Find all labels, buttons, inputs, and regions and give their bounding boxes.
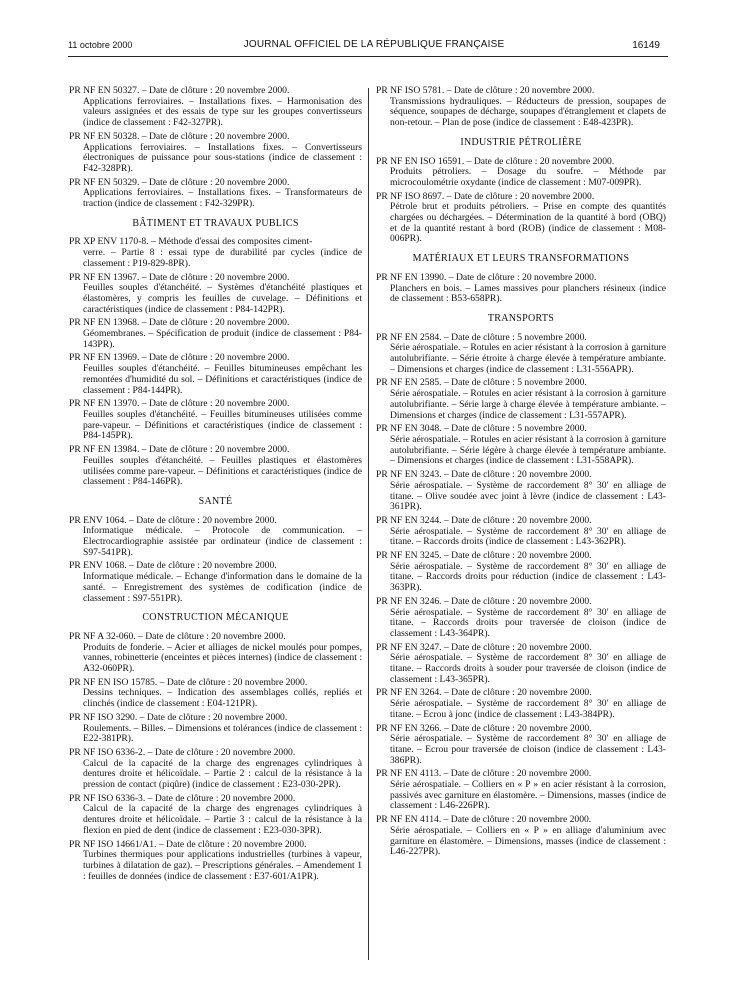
standard-entry bbox=[376, 157, 666, 189]
standard-entry bbox=[376, 551, 666, 594]
section-heading: TRANSPORTS bbox=[487, 312, 555, 324]
standard-entry bbox=[376, 688, 666, 720]
standard-entry bbox=[376, 273, 666, 305]
entry-description: Produits pétroliers. – Dosage du soufre. – Méthode par microcoulométrie oxydante (indice de classement : M07-009PR). bbox=[390, 166, 666, 188]
entry-description: Feuilles souples d'étanchéité. – Feuilles bitumineuses empêchant les remontées d'humidité du sol. – Définitions et caractéristiques (indice de classement : P84-144PR). bbox=[83, 363, 362, 396]
entry-reference: PR NF ISO 14661/A1. – Date de clôture : 20 novembre 2000. bbox=[69, 838, 307, 850]
entry-reference: PR NF EN 13990. – Date de clôture : 20 novembre 2000. bbox=[376, 271, 597, 283]
entry-reference: PR NF EN 50328. – Date de clôture : 20 novembre 2000. bbox=[69, 130, 290, 142]
entry-description: Turbines thermiques pour applications industrielles (turbines à vapeur, turbines à dilatation de gaz). – Prescriptions générales. – Amendement 1 : feuilles de données (indice de classement : E37-601/A1PR). bbox=[83, 849, 362, 882]
standard-entry bbox=[69, 132, 362, 175]
entry-reference: PR NF ISO 8697. – Date de clôture : 20 novembre 2000. bbox=[376, 190, 595, 202]
standard-entry bbox=[69, 713, 362, 745]
standard-entry bbox=[376, 724, 666, 767]
entry-reference: PR NF A 32-060. – Date de clôture : 20 novembre 2000. bbox=[69, 630, 286, 642]
entry-description: Calcul de la capacité de la charge des engrenages cylindriques à dentures droite et hélicoïdale. – Partie 2 : calcul de la résistance à la pression de contact (piqûre) (indice de classement : E23-030-2PR). bbox=[83, 757, 362, 791]
standard-entry bbox=[376, 424, 666, 467]
standard-entry bbox=[376, 86, 666, 129]
entry-description: Roulements. – Billes. – Dimensions et tolérances (indice de classement : E22-381PR). bbox=[83, 722, 362, 745]
page-number: 16149 bbox=[632, 40, 660, 51]
standard-entry bbox=[69, 748, 362, 791]
entry-reference: PR NF EN 3246. – Date de clôture : 20 novembre 2000. bbox=[376, 595, 592, 607]
entry-reference: PR NF EN 13984. – Date de clôture : 20 novembre 2000. bbox=[69, 444, 290, 456]
entry-reference: PR NF EN ISO 15785. – Date de clôture : 20 novembre 2000. bbox=[69, 676, 308, 688]
standard-entry bbox=[376, 597, 666, 640]
entry-description: Dessins techniques. – Indication des assemblages collés, repliés et clinchés (indice de classement : E04-121PR). bbox=[83, 687, 362, 710]
entry-reference: PR NF EN 2584. – Date de clôture : 5 novembre 2000. bbox=[376, 331, 587, 343]
entry-description: Série aérospatiale. – Système de raccordement 8° 30′ en alliage de titane. – Olive soudée avec joint à lèvre (indice de classement : L43-361PR). bbox=[390, 479, 666, 513]
entry-reference: PR NF EN 3245. – Date de clôture : 20 novembre 2000. bbox=[376, 550, 592, 562]
entry-reference: PR NF EN 13968. – Date de clôture : 20 novembre 2000. bbox=[69, 317, 290, 329]
right-column bbox=[376, 86, 666, 861]
entry-description: Feuilles souples d'étanchéité. – Systèmes d'étanchéité plastiques et élastomères, y compris les feuilles de cuvelage. – Définitions et caractéristiques (indice de classement : P84-142PR). bbox=[83, 282, 362, 315]
entry-reference: PR NF EN 2585. – Date de clôture : 5 novembre 2000. bbox=[376, 377, 587, 389]
entry-reference: PR NF EN 3048. – Date de clôture : 5 novembre 2000. bbox=[376, 423, 587, 435]
standard-entry bbox=[69, 445, 362, 488]
entry-reference: PR NF EN 3244. – Date de clôture : 20 novembre 2000. bbox=[376, 514, 592, 526]
section-heading: SANTÉ bbox=[198, 495, 233, 507]
standard-entry bbox=[376, 815, 666, 858]
entry-description: Géomembranes. – Spécification de produit (indice de classement : P84-143PR). bbox=[83, 328, 362, 350]
entry-description: Série aérospatiale. – Colliers en « P » en acier résistant à la corrosion, passivés avec garniture en élastomère. – Dimensions, masses (indice de classement : L46-226PR). bbox=[390, 779, 666, 812]
entry-description: Informatique médicale. – Echange d'information dans le domaine de la santé. – Enregistrement des systèmes de codification (indice de classement : S97-551PR). bbox=[83, 571, 362, 604]
entry-description: Série aérospatiale. – Système de raccordement 8° 30′ en alliage de titane. – Raccords droits pour traversée de cloison (indice de classement : L43-364PR). bbox=[390, 606, 666, 639]
entry-description: Série aérospatiale. – Système de raccordement 8° 30′ en alliage de titane. – Ecrou pour traversée de cloison (indice de classement : L43-386PR). bbox=[390, 733, 666, 766]
standard-entry bbox=[376, 378, 666, 421]
standard-entry bbox=[69, 561, 362, 604]
journal-title: JOURNAL OFFICIEL DE LA RÉPUBLIQUE FRANÇAISE bbox=[243, 39, 505, 50]
standard-entry bbox=[376, 643, 666, 686]
entry-description: Calcul de la capacité de la charge des engrenages cylindriques à dentures droite et hélicoïdale. – Partie 3 : calcul de la résistance à la flexion en pied de dent (indice de classement : E23-030-3PR). bbox=[83, 803, 362, 836]
page-header bbox=[0, 40, 748, 54]
entry-description: Planchers en bois. – Lames massives pour planchers résineux (indice de classement : B53-658PR). bbox=[390, 282, 666, 305]
header-rule bbox=[68, 56, 668, 57]
entry-description: Produits de fonderie. – Acier et alliages de nickel moulés pour pompes, vannes, robinetterie (enceintes et pièces internes) (indice de classement : A32-060PR). bbox=[83, 641, 362, 675]
entry-description: Applications ferroviaires. – Installations fixes. – Harmonisation des valeurs assignées et des essais de type sur les groupes convertisseurs (indice de classement : F42-327PR). bbox=[83, 95, 362, 129]
entry-description: Série aérospatiale. – Rotules en acier résistant à la corrosion à garniture autolubrifiante. – Série large à charge élevée à température ambiante. – Dimensions et charges (indice de classement : L31-557APR). bbox=[390, 388, 666, 421]
entry-description: Série aérospatiale. – Système de raccordement 8° 30′ en alliage de titane. – Raccords droits pour réduction (indice de classement : L43-363PR). bbox=[390, 560, 666, 594]
entry-reference: PR NF ISO 5781. – Date de clôture : 20 novembre 2000. bbox=[376, 85, 595, 96]
standard-entry bbox=[376, 333, 666, 376]
standard-entry bbox=[69, 273, 362, 316]
entry-reference: PR NF EN 3266. – Date de clôture : 20 novembre 2000. bbox=[376, 722, 592, 734]
standard-entry bbox=[69, 399, 362, 442]
entry-reference: PR XP ENV 1170-8. – Méthode d'essai des composites ciment- bbox=[69, 236, 313, 248]
entry-description: Pétrole brut et produits pétroliers. – Prise en compte des quantités chargées ou déchargées. – Détermination de la quantité à bord (OBQ) et de la quantité restant à bord (ROB) (indice de classement : M08-006PR). bbox=[390, 201, 666, 245]
standard-entry bbox=[69, 632, 362, 675]
entry-description: Feuilles souples d'étanchéité. – Feuilles plastiques et élastomères utilisées comme pare-vapeur. – Définitions et caractéristiques (indice de classement : P84-146PR). bbox=[83, 454, 362, 488]
entry-description: Informatique médicale. – Protocole de communication. – Electrocardiographie assistée par ordinateur (indice de classement : S97-541PR). bbox=[83, 525, 362, 558]
standard-entry bbox=[69, 794, 362, 837]
entry-description: Série aérospatiale. – Rotules en acier résistant à la corrosion à garniture autolubrifiante. – Série légère à charge élevée à température ambiante. – Dimensions et charges (indice de classement : L31-558APR). bbox=[390, 433, 666, 467]
left-column bbox=[69, 86, 362, 885]
standard-entry bbox=[69, 237, 362, 269]
entry-reference: PR NF EN 4113. – Date de clôture : 20 novembre 2000. bbox=[376, 768, 592, 780]
entry-reference: PR NF EN 3247. – Date de clôture : 20 novembre 2000. bbox=[376, 641, 592, 653]
section-heading: BÂTIMENT ET TRAVAUX PUBLICS bbox=[132, 217, 299, 229]
entry-reference: PR NF EN 3243. – Date de clôture : 20 novembre 2000. bbox=[376, 469, 592, 481]
standard-entry bbox=[69, 318, 362, 350]
entry-description: Série aérospatiale. – Système de raccordement 8° 30′ en alliage de titane. – Raccords droits à souder pour traversée de cloison (indice de classement : L43-365PR). bbox=[390, 652, 666, 685]
standard-entry bbox=[376, 192, 666, 246]
entry-reference: PR NF ISO 3290. – Date de clôture : 20 novembre 2000. bbox=[69, 711, 288, 723]
entry-reference: PR NF EN 50327. – Date de clôture : 20 novembre 2000. bbox=[69, 85, 290, 96]
entry-description: Série aérospatiale. – Colliers en « P » en alliage d'aluminium avec garniture en élastomère. – Dimensions, masses (indice de classement : L46-227PR). bbox=[390, 824, 666, 858]
entry-reference: PR NF EN 50329. – Date de clôture : 20 novembre 2000. bbox=[69, 176, 290, 188]
entry-reference: PR NF EN 3264. – Date de clôture : 20 novembre 2000. bbox=[376, 687, 592, 699]
entry-reference: PR ENV 1064. – Date de clôture : 20 novembre 2000. bbox=[69, 514, 277, 526]
standard-entry bbox=[376, 470, 666, 513]
entry-reference: PR NF EN 4114. – Date de clôture : 20 novembre 2000. bbox=[376, 814, 592, 826]
standard-entry bbox=[69, 178, 362, 210]
entry-description: Série aérospatiale. – Rotules en acier résistant à la corrosion à garniture autolubrifiante. – Série étroite à charge élevée à température ambiante. – Dimensions et charges (indice de classement : L31-556APR). bbox=[390, 342, 666, 375]
standard-entry bbox=[69, 678, 362, 710]
entry-description: Feuilles souples d'étanchéité. – Feuilles bitumineuses utilisées comme pare-vapeur. – Définitions et caractéristiques (indice de classement : P84-145PR). bbox=[83, 408, 362, 442]
entry-reference: PR ENV 1068. – Date de clôture : 20 novembre 2000. bbox=[69, 560, 277, 572]
column-separator bbox=[368, 88, 369, 960]
standard-entry bbox=[376, 516, 666, 548]
entry-description: verre. – Partie 8 : essai type de durabilité par cycles (indice de classement : P19-829-8PR). bbox=[83, 247, 362, 269]
entry-reference: PR NF EN 13967. – Date de clôture : 20 novembre 2000. bbox=[69, 271, 290, 283]
entry-description: Série aérospatiale. – Système de raccordement 8° 30′ en alliage de titane. – Raccords droits (indice de classement : L43-362PR). bbox=[390, 525, 666, 548]
entry-description: Applications ferroviaires. – Installations fixes. – Convertisseurs électroniques de puissance pour sous-stations (indice de classement : F42-328PR). bbox=[83, 141, 362, 174]
entry-reference: PR NF EN ISO 16591. – Date de clôture : 20 novembre 2000. bbox=[376, 155, 615, 167]
entry-reference: PR NF EN 13970. – Date de clôture : 20 novembre 2000. bbox=[69, 398, 290, 410]
entry-description: Applications ferroviaires. – Installations fixes. – Transformateurs de traction (indice de classement : F42-329PR). bbox=[83, 187, 362, 210]
header-date: 11 octobre 2000 bbox=[68, 40, 133, 50]
section-heading: INDUSTRIE PÉTROLIÈRE bbox=[460, 136, 582, 148]
section-heading: MATÉRIAUX ET LEURS TRANSFORMATIONS bbox=[412, 253, 630, 265]
entry-reference: PR NF ISO 6336-2. – Date de clôture : 20 novembre 2000. bbox=[69, 746, 296, 758]
standard-entry bbox=[69, 353, 362, 396]
standard-entry bbox=[376, 769, 666, 812]
standard-entry bbox=[69, 86, 362, 129]
standard-entry bbox=[69, 840, 362, 883]
standard-entry bbox=[69, 516, 362, 559]
section-heading: CONSTRUCTION MÉCANIQUE bbox=[142, 612, 289, 624]
entry-reference: PR NF ISO 6336-3. – Date de clôture : 20 novembre 2000. bbox=[69, 792, 296, 804]
entry-description: Transmissions hydrauliques. – Réducteurs de pression, soupapes de séquence, soupapes de décharge, soupapes d'étranglement et clapets de non-retour. – Plan de pose (indice de classement : E48-423PR). bbox=[390, 95, 666, 129]
entry-description: Série aérospatiale. – Système de raccordement 8° 30′ en alliage de titane. – Ecrou à jonc (indice de classement : L43-384PR). bbox=[390, 698, 666, 720]
entry-reference: PR NF EN 13969. – Date de clôture : 20 novembre 2000. bbox=[69, 352, 290, 364]
